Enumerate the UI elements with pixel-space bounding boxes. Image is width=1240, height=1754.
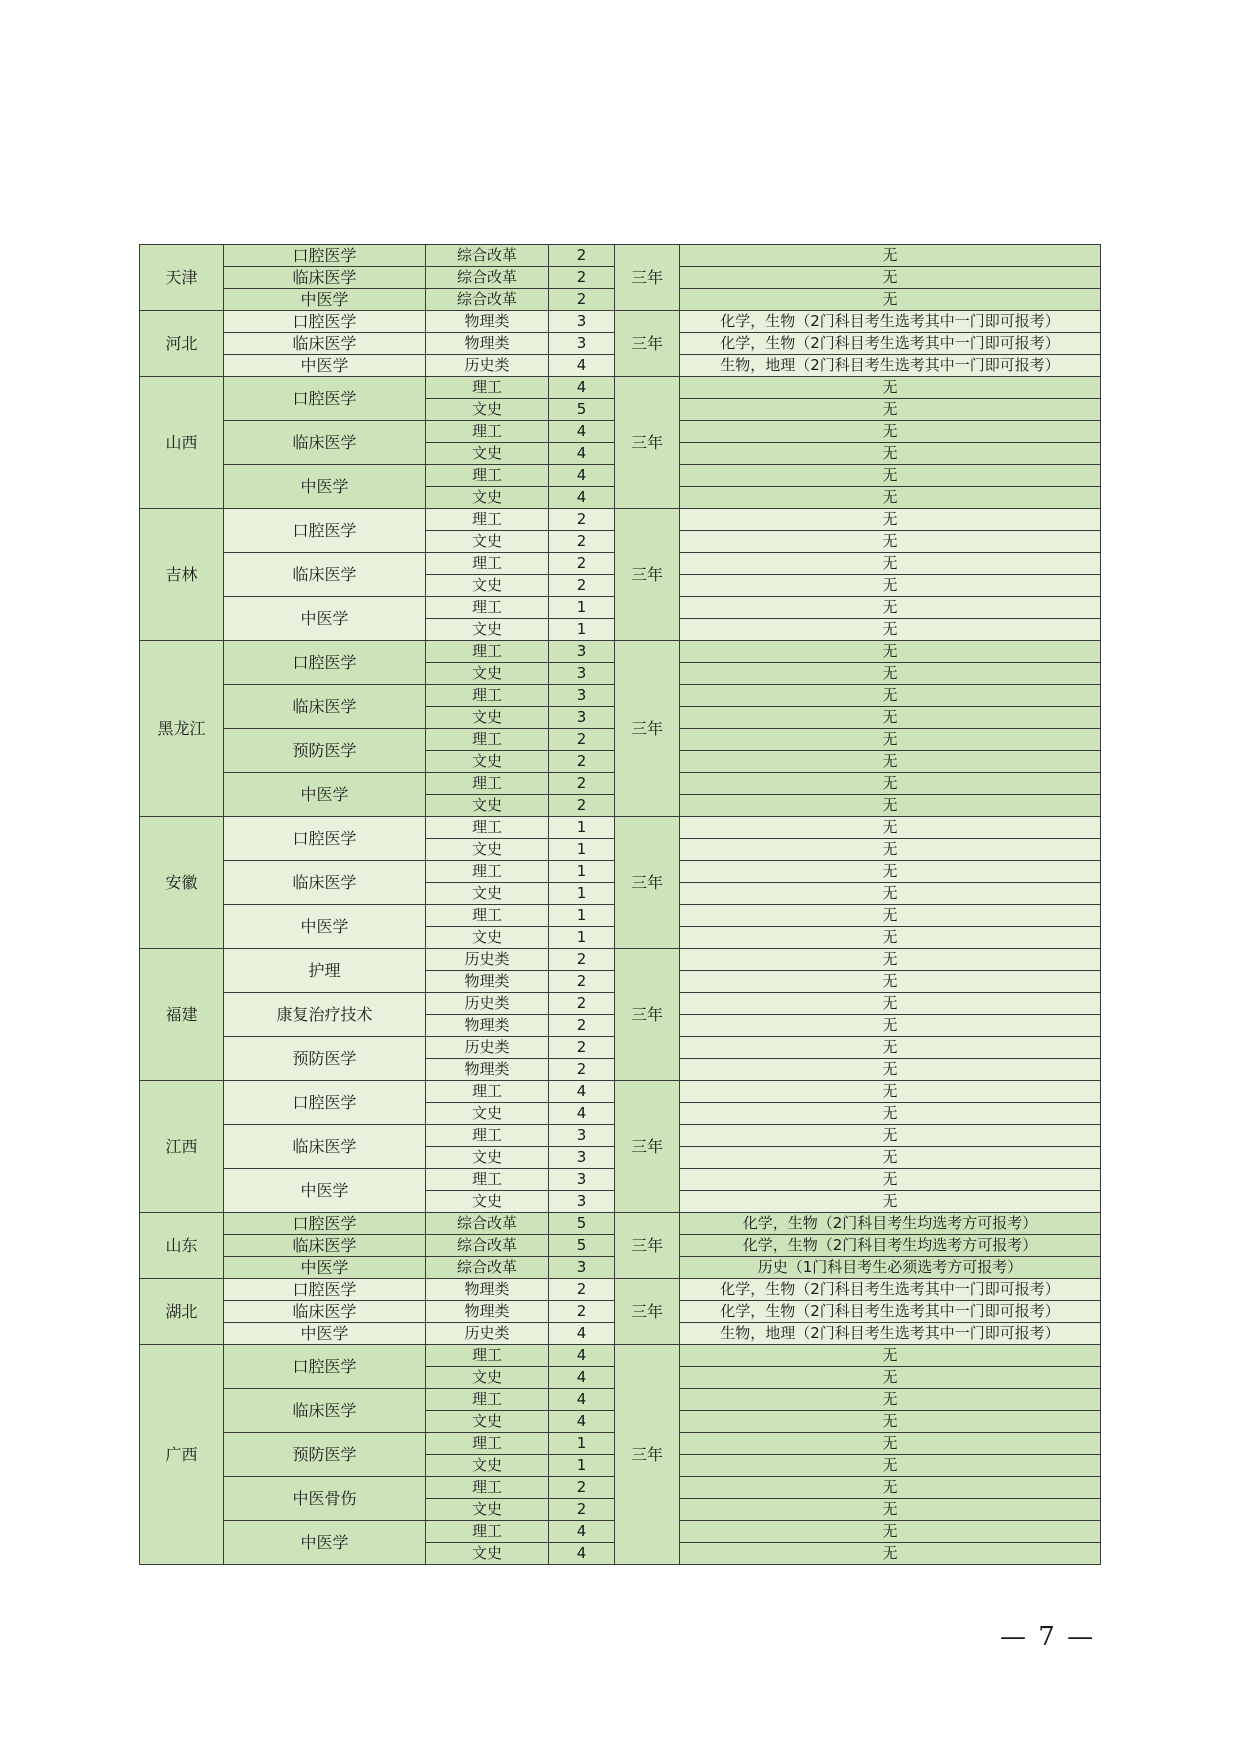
table-row (140, 641, 1101, 663)
duration-cell: 三年 (615, 245, 680, 311)
subject-requirement-cell: 无 (680, 1543, 1101, 1565)
subject-requirement-cell: 无 (680, 971, 1101, 993)
quota-cell: 1 (549, 817, 615, 839)
quota-cell: 1 (549, 883, 615, 905)
province-cell: 山东 (140, 1213, 224, 1279)
major-cell: 预防医学 (224, 1433, 426, 1477)
category-cell: 文史 (426, 399, 549, 421)
table-row (140, 377, 1101, 399)
duration-cell: 三年 (615, 377, 680, 509)
quota-cell: 2 (549, 575, 615, 597)
major-cell: 临床医学 (224, 1301, 426, 1323)
subject-requirement-cell: 化学，生物（2门科目考生选考其中一门即可报考） (680, 333, 1101, 355)
quota-cell: 4 (549, 1367, 615, 1389)
category-cell: 物理类 (426, 311, 549, 333)
category-cell: 文史 (426, 487, 549, 509)
subject-requirement-cell: 无 (680, 1411, 1101, 1433)
province-cell: 安徽 (140, 817, 224, 949)
quota-cell: 4 (549, 1081, 615, 1103)
category-cell: 理工 (426, 465, 549, 487)
subject-requirement-cell: 无 (680, 421, 1101, 443)
table-body (140, 245, 1101, 1565)
category-cell: 文史 (426, 1367, 549, 1389)
category-cell: 文史 (426, 443, 549, 465)
table-row (140, 311, 1101, 333)
quota-cell: 2 (549, 751, 615, 773)
subject-requirement-cell: 无 (680, 1147, 1101, 1169)
subject-requirement-cell: 无 (680, 927, 1101, 949)
major-cell: 口腔医学 (224, 1345, 426, 1389)
quota-cell: 3 (549, 1169, 615, 1191)
quota-cell: 2 (549, 531, 615, 553)
major-cell: 临床医学 (224, 1389, 426, 1433)
subject-requirement-cell: 无 (680, 1499, 1101, 1521)
quota-cell: 3 (549, 707, 615, 729)
category-cell: 历史类 (426, 355, 549, 377)
category-cell: 文史 (426, 883, 549, 905)
quota-cell: 4 (549, 421, 615, 443)
category-cell: 文史 (426, 619, 549, 641)
subject-requirement-cell: 无 (680, 267, 1101, 289)
enrollment-plan-table (139, 244, 1101, 1565)
major-cell: 口腔医学 (224, 377, 426, 421)
category-cell: 理工 (426, 1081, 549, 1103)
category-cell: 理工 (426, 553, 549, 575)
category-cell: 文史 (426, 1455, 549, 1477)
duration-cell: 三年 (615, 949, 680, 1081)
subject-requirement-cell: 无 (680, 1125, 1101, 1147)
major-cell: 口腔医学 (224, 1213, 426, 1235)
major-cell: 临床医学 (224, 333, 426, 355)
major-cell: 预防医学 (224, 1037, 426, 1081)
province-cell: 河北 (140, 311, 224, 377)
quota-cell: 3 (549, 663, 615, 685)
subject-requirement-cell: 无 (680, 905, 1101, 927)
major-cell: 口腔医学 (224, 245, 426, 267)
quota-cell: 3 (549, 641, 615, 663)
major-cell: 临床医学 (224, 1235, 426, 1257)
category-cell: 理工 (426, 1169, 549, 1191)
quota-cell: 2 (549, 553, 615, 575)
subject-requirement-cell: 无 (680, 487, 1101, 509)
category-cell: 物理类 (426, 333, 549, 355)
quota-cell: 2 (549, 1279, 615, 1301)
category-cell: 理工 (426, 905, 549, 927)
subject-requirement-cell: 无 (680, 729, 1101, 751)
subject-requirement-cell: 无 (680, 289, 1101, 311)
quota-cell: 4 (549, 1543, 615, 1565)
subject-requirement-cell: 无 (680, 443, 1101, 465)
quota-cell: 2 (549, 1499, 615, 1521)
quota-cell: 3 (549, 685, 615, 707)
province-cell: 吉林 (140, 509, 224, 641)
subject-requirement-cell: 无 (680, 553, 1101, 575)
major-cell: 口腔医学 (224, 311, 426, 333)
category-cell: 文史 (426, 707, 549, 729)
subject-requirement-cell: 无 (680, 883, 1101, 905)
quota-cell: 2 (549, 773, 615, 795)
province-cell: 黑龙江 (140, 641, 224, 817)
major-cell: 中医学 (224, 773, 426, 817)
subject-requirement-cell: 无 (680, 707, 1101, 729)
quota-cell: 2 (549, 795, 615, 817)
subject-requirement-cell: 无 (680, 1477, 1101, 1499)
subject-requirement-cell: 无 (680, 399, 1101, 421)
province-cell: 湖北 (140, 1279, 224, 1345)
quota-cell: 4 (549, 355, 615, 377)
table-row (140, 1279, 1101, 1301)
subject-requirement-cell: 无 (680, 861, 1101, 883)
category-cell: 文史 (426, 795, 549, 817)
category-cell: 物理类 (426, 1059, 549, 1081)
quota-cell: 3 (549, 1257, 615, 1279)
subject-requirement-cell: 无 (680, 751, 1101, 773)
duration-cell: 三年 (615, 1345, 680, 1565)
category-cell: 历史类 (426, 1037, 549, 1059)
category-cell: 文史 (426, 531, 549, 553)
subject-requirement-cell: 无 (680, 465, 1101, 487)
subject-requirement-cell: 无 (680, 597, 1101, 619)
subject-requirement-cell: 历史（1门科目考生必须选考方可报考） (680, 1257, 1101, 1279)
quota-cell: 5 (549, 399, 615, 421)
category-cell: 理工 (426, 421, 549, 443)
major-cell: 中医学 (224, 289, 426, 311)
category-cell: 历史类 (426, 949, 549, 971)
category-cell: 文史 (426, 751, 549, 773)
category-cell: 理工 (426, 1389, 549, 1411)
duration-cell: 三年 (615, 1081, 680, 1213)
major-cell: 中医学 (224, 597, 426, 641)
category-cell: 历史类 (426, 1323, 549, 1345)
category-cell: 理工 (426, 685, 549, 707)
quota-cell: 1 (549, 927, 615, 949)
quota-cell: 2 (549, 1015, 615, 1037)
subject-requirement-cell: 无 (680, 1367, 1101, 1389)
category-cell: 综合改革 (426, 289, 549, 311)
major-cell: 临床医学 (224, 861, 426, 905)
subject-requirement-cell: 无 (680, 839, 1101, 861)
quota-cell: 1 (549, 1433, 615, 1455)
subject-requirement-cell: 无 (680, 1191, 1101, 1213)
subject-requirement-cell: 无 (680, 531, 1101, 553)
major-cell: 中医学 (224, 1521, 426, 1565)
province-cell: 江西 (140, 1081, 224, 1213)
major-cell: 口腔医学 (224, 509, 426, 553)
major-cell: 中医骨伤 (224, 1477, 426, 1521)
province-cell: 广西 (140, 1345, 224, 1565)
subject-requirement-cell: 无 (680, 1037, 1101, 1059)
subject-requirement-cell: 无 (680, 993, 1101, 1015)
category-cell: 综合改革 (426, 267, 549, 289)
quota-cell: 4 (549, 1521, 615, 1543)
duration-cell: 三年 (615, 509, 680, 641)
quota-cell: 4 (549, 1389, 615, 1411)
category-cell: 理工 (426, 1477, 549, 1499)
quota-cell: 2 (549, 289, 615, 311)
subject-requirement-cell: 无 (680, 685, 1101, 707)
category-cell: 综合改革 (426, 1257, 549, 1279)
major-cell: 口腔医学 (224, 641, 426, 685)
quota-cell: 3 (549, 1147, 615, 1169)
category-cell: 物理类 (426, 971, 549, 993)
quota-cell: 3 (549, 333, 615, 355)
subject-requirement-cell: 无 (680, 1103, 1101, 1125)
province-cell: 天津 (140, 245, 224, 311)
category-cell: 理工 (426, 817, 549, 839)
quota-cell: 3 (549, 1125, 615, 1147)
quota-cell: 2 (549, 1037, 615, 1059)
major-cell: 中医学 (224, 1169, 426, 1213)
major-cell: 临床医学 (224, 553, 426, 597)
major-cell: 口腔医学 (224, 1279, 426, 1301)
category-cell: 文史 (426, 839, 549, 861)
category-cell: 综合改革 (426, 1235, 549, 1257)
subject-requirement-cell: 无 (680, 949, 1101, 971)
table-row (140, 949, 1101, 971)
major-cell: 临床医学 (224, 685, 426, 729)
quota-cell: 4 (549, 1411, 615, 1433)
duration-cell: 三年 (615, 311, 680, 377)
quota-cell: 4 (549, 377, 615, 399)
subject-requirement-cell: 化学，生物（2门科目考生均选考方可报考） (680, 1235, 1101, 1257)
category-cell: 历史类 (426, 993, 549, 1015)
table-row (140, 1213, 1101, 1235)
subject-requirement-cell: 无 (680, 1081, 1101, 1103)
major-cell: 中医学 (224, 465, 426, 509)
category-cell: 理工 (426, 509, 549, 531)
category-cell: 理工 (426, 1125, 549, 1147)
subject-requirement-cell: 化学，生物（2门科目考生选考其中一门即可报考） (680, 311, 1101, 333)
category-cell: 物理类 (426, 1301, 549, 1323)
major-cell: 中医学 (224, 905, 426, 949)
quota-cell: 1 (549, 839, 615, 861)
quota-cell: 4 (549, 465, 615, 487)
major-cell: 中医学 (224, 355, 426, 377)
major-cell: 中医学 (224, 1257, 426, 1279)
category-cell: 综合改革 (426, 1213, 549, 1235)
major-cell: 临床医学 (224, 267, 426, 289)
category-cell: 理工 (426, 597, 549, 619)
quota-cell: 2 (549, 1059, 615, 1081)
quota-cell: 2 (549, 1477, 615, 1499)
subject-requirement-cell: 无 (680, 1059, 1101, 1081)
subject-requirement-cell: 无 (680, 1433, 1101, 1455)
subject-requirement-cell: 化学，生物（2门科目考生选考其中一门即可报考） (680, 1279, 1101, 1301)
category-cell: 理工 (426, 861, 549, 883)
quota-cell: 1 (549, 861, 615, 883)
category-cell: 理工 (426, 1521, 549, 1543)
major-cell: 康复治疗技术 (224, 993, 426, 1037)
subject-requirement-cell: 无 (680, 1345, 1101, 1367)
major-cell: 护理 (224, 949, 426, 993)
subject-requirement-cell: 无 (680, 509, 1101, 531)
category-cell: 文史 (426, 663, 549, 685)
category-cell: 理工 (426, 1433, 549, 1455)
category-cell: 物理类 (426, 1279, 549, 1301)
category-cell: 文史 (426, 575, 549, 597)
major-cell: 预防医学 (224, 729, 426, 773)
quota-cell: 2 (549, 949, 615, 971)
subject-requirement-cell: 无 (680, 1389, 1101, 1411)
subject-requirement-cell: 生物，地理（2门科目考生选考其中一门即可报考） (680, 1323, 1101, 1345)
quota-cell: 4 (549, 1345, 615, 1367)
subject-requirement-cell: 无 (680, 817, 1101, 839)
category-cell: 理工 (426, 377, 549, 399)
category-cell: 文史 (426, 1147, 549, 1169)
quota-cell: 4 (549, 487, 615, 509)
subject-requirement-cell: 无 (680, 1015, 1101, 1037)
quota-cell: 1 (549, 1455, 615, 1477)
subject-requirement-cell: 无 (680, 575, 1101, 597)
quota-cell: 4 (549, 443, 615, 465)
subject-requirement-cell: 无 (680, 619, 1101, 641)
subject-requirement-cell: 无 (680, 641, 1101, 663)
category-cell: 理工 (426, 641, 549, 663)
subject-requirement-cell: 生物，地理（2门科目考生选考其中一门即可报考） (680, 355, 1101, 377)
province-cell: 福建 (140, 949, 224, 1081)
category-cell: 文史 (426, 1411, 549, 1433)
subject-requirement-cell: 无 (680, 795, 1101, 817)
quota-cell: 2 (549, 245, 615, 267)
quota-cell: 1 (549, 905, 615, 927)
table-row (140, 1081, 1101, 1103)
major-cell: 口腔医学 (224, 817, 426, 861)
subject-requirement-cell: 无 (680, 245, 1101, 267)
quota-cell: 2 (549, 509, 615, 531)
quota-cell: 5 (549, 1235, 615, 1257)
province-cell: 山西 (140, 377, 224, 509)
duration-cell: 三年 (615, 641, 680, 817)
category-cell: 理工 (426, 1345, 549, 1367)
duration-cell: 三年 (615, 1213, 680, 1279)
subject-requirement-cell: 无 (680, 377, 1101, 399)
category-cell: 理工 (426, 773, 549, 795)
category-cell: 物理类 (426, 1015, 549, 1037)
major-cell: 中医学 (224, 1323, 426, 1345)
major-cell: 临床医学 (224, 1125, 426, 1169)
quota-cell: 4 (549, 1323, 615, 1345)
category-cell: 文史 (426, 927, 549, 949)
quota-cell: 3 (549, 311, 615, 333)
subject-requirement-cell: 无 (680, 1455, 1101, 1477)
subject-requirement-cell: 化学，生物（2门科目考生选考其中一门即可报考） (680, 1301, 1101, 1323)
table-row (140, 245, 1101, 267)
subject-requirement-cell: 无 (680, 773, 1101, 795)
duration-cell: 三年 (615, 817, 680, 949)
category-cell: 综合改革 (426, 245, 549, 267)
category-cell: 理工 (426, 729, 549, 751)
subject-requirement-cell: 无 (680, 663, 1101, 685)
category-cell: 文史 (426, 1191, 549, 1213)
page-number: — 7 — (1000, 1622, 1096, 1652)
quota-cell: 3 (549, 1191, 615, 1213)
quota-cell: 2 (549, 971, 615, 993)
major-cell: 临床医学 (224, 421, 426, 465)
duration-cell: 三年 (615, 1279, 680, 1345)
subject-requirement-cell: 无 (680, 1169, 1101, 1191)
category-cell: 文史 (426, 1103, 549, 1125)
quota-cell: 2 (549, 993, 615, 1015)
table-row (140, 817, 1101, 839)
quota-cell: 2 (549, 267, 615, 289)
category-cell: 文史 (426, 1543, 549, 1565)
table-row (140, 1345, 1101, 1367)
subject-requirement-cell: 化学，生物（2门科目考生均选考方可报考） (680, 1213, 1101, 1235)
quota-cell: 5 (549, 1213, 615, 1235)
quota-cell: 2 (549, 1301, 615, 1323)
quota-cell: 1 (549, 597, 615, 619)
quota-cell: 2 (549, 729, 615, 751)
category-cell: 文史 (426, 1499, 549, 1521)
table-row (140, 509, 1101, 531)
major-cell: 口腔医学 (224, 1081, 426, 1125)
quota-cell: 1 (549, 619, 615, 641)
subject-requirement-cell: 无 (680, 1521, 1101, 1543)
quota-cell: 4 (549, 1103, 615, 1125)
